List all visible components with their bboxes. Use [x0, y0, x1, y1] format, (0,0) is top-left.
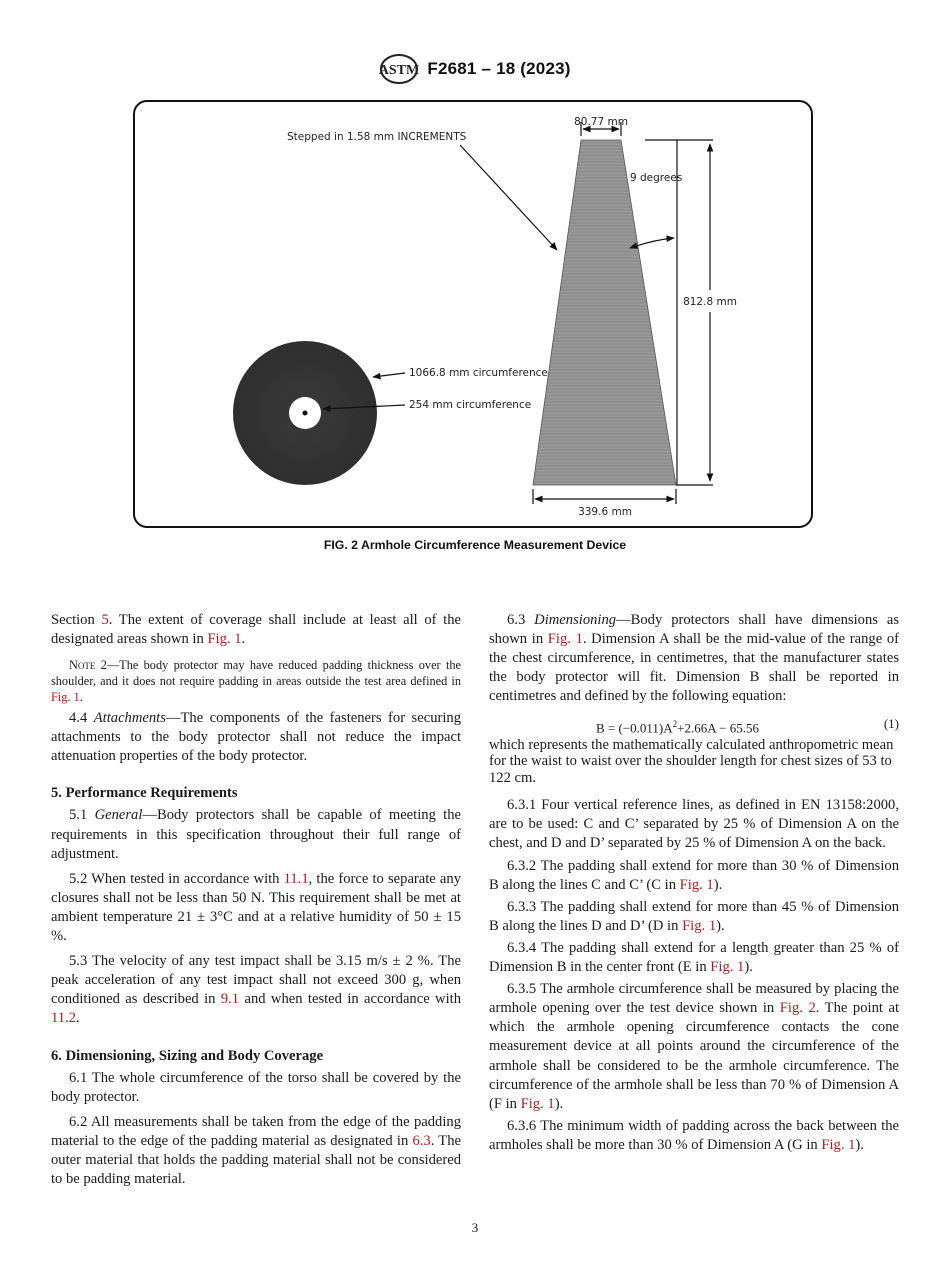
bottom-width-label: 339.6 mm	[578, 506, 632, 518]
fig-1-link[interactable]: Fig. 1	[821, 1136, 856, 1153]
paragraph-6-3-6: 6.3.6 The minimum width of padding across the back between the armholes shall be more than 30 % of Dimension A (G in Fig. 1).	[489, 1117, 899, 1153]
top-width-label: 80.77 mm	[574, 116, 628, 128]
paragraph-5-3: 5.3 The velocity of any test impact shall be 3.15 m/s ± 2 %. The peak acceleration of any test impact shall not exceed 300 g, when conditioned as described in 9.1 and when tested in accordance with 11.2.	[51, 953, 461, 1027]
section-11-2-link[interactable]: 11.2	[51, 1010, 76, 1027]
note-2: Note 2—The body protector may have reduced padding thickness over the shoulder, and it does not require padding in areas outside the test area defined in Fig. 1.	[51, 658, 461, 705]
equation-body: $B = (-0.011)A^2+2.66A - 65.56$	[596, 719, 759, 736]
fig-1-link[interactable]: Fig. 1	[682, 917, 717, 934]
svg-text:ASTM: ASTM	[379, 63, 420, 78]
increments-label: Stepped in 1.58 mm INCREMENTS	[287, 131, 467, 143]
paragraph-continued: Section 5. The extent of coverage shall include at least all of the designated areas shown in Fig. 1.	[51, 612, 461, 648]
paragraph-6-3-5: 6.3.5 The armhole circumference shall be measured by placing the armhole opening over the test device shown in Fig. 2. The point at which the armhole opening circumference contacts the cone measurement device at all points around the circumference of the armhole shall be considered to be the armhole circumference. The circumference of the armhole shall be less than 70 % of Dimension A (F in Fig. 1).	[489, 981, 899, 1112]
paragraph-6-1: 6.1 The whole circumference of the torso shall be covered by the body protector.	[51, 1069, 461, 1105]
section-6-3-link[interactable]: 6.3	[412, 1132, 431, 1149]
section-5-link[interactable]: 5	[101, 612, 109, 628]
fig-1-link[interactable]: Fig. 1	[51, 690, 80, 705]
paragraph-6-3-1: 6.3.1 Four vertical reference lines, as defined in EN 13158:2000, are to be used: C and C’ separated by 25 % of Dimension A on the chest, and D and D’ separated by 25 % of Dimension A on the back.	[489, 797, 899, 852]
figure-caption: FIG. 2 Armhole Circumference Measurement Device	[323, 538, 627, 552]
section-5-heading: 5. Performance Requirements	[51, 785, 238, 802]
right-column	[489, 611, 899, 1158]
armhole-device-figure	[133, 100, 813, 528]
paragraph-6-3-4: 6.3.4 The padding shall extend for a length greater than 25 % of Dimension B in the center front (E in Fig. 1).	[489, 939, 899, 976]
equation-number: (1)	[883, 716, 899, 732]
height-label: 812.8 mm	[683, 296, 737, 308]
equation-explanation: which represents the mathematically calculated anthropometric mean for the waist to waist over the shoulder length for chest sizes of 53 to 122 cm.	[489, 736, 894, 786]
paragraph-6-2: 6.2 All measurements shall be taken from the edge of the padding material to the edge of the padding material as designated in 6.3. The outer material that holds the padding material shall not be considered to be padding material.	[51, 1113, 461, 1187]
left-column	[51, 611, 461, 1192]
standard-designation: F2681 – 18 (2023)	[427, 59, 571, 78]
fig-1-link[interactable]: Fig. 1	[207, 631, 242, 648]
paragraph-6-3: 6.3 Dimensioning—Body protectors shall have dimensions as shown in Fig. 1. Dimension A shall be the mid-value of the range of the chest circumference, in centimetres, that the manufacturer states the body protector will fit. Dimension B shall be reported in centimetres and defined by the following equation:	[489, 612, 899, 705]
paragraph-6-3-3: 6.3.3 The padding shall extend for more than 45 % of Dimension B along the lines D and D’ (D in Fig. 1).	[489, 898, 899, 934]
paragraph-5-2: 5.2 When tested in accordance with 11.1, the force to separate any closures shall not be less than 50 N. This requirement shall be met at ambient temperature 21 ± 3°C and at a relative humidity of 50 ± 15 %.	[51, 870, 461, 945]
cone	[533, 140, 676, 485]
page-header	[0, 52, 950, 86]
paragraph-4-4: 4.4 Attachments—The components of the fasteners for securing attachments to the body protector shall not reduce the impact attenuation properties of the body protector.	[51, 710, 461, 765]
outer-circumference-label: 1066.8 mm circumference	[409, 367, 548, 379]
fig-1-link[interactable]: Fig. 1	[547, 631, 583, 648]
paragraph-5-1: 5.1 General—Body protectors shall be capable of meeting the requirements in this specification throughout their full range of adjustment.	[51, 807, 461, 862]
astm-logo-icon	[379, 53, 419, 85]
inner-circumference-label: 254 mm circumference	[409, 399, 532, 411]
fig-1-link[interactable]: Fig. 1	[710, 959, 745, 976]
page-number: 3	[471, 1220, 479, 1235]
section-9-1-link[interactable]: 9.1	[220, 991, 240, 1008]
equation-1	[489, 716, 899, 736]
fig-1-link[interactable]: Fig. 1	[520, 1095, 555, 1112]
fig-2-link[interactable]: Fig. 2	[779, 1000, 816, 1017]
fig-1-link[interactable]: Fig. 1	[679, 876, 714, 893]
section-6-heading: 6. Dimensioning, Sizing and Body Coverage	[51, 1047, 324, 1064]
section-11-1-link[interactable]: 11.1	[283, 870, 309, 887]
paragraph-6-3-2: 6.3.2 The padding shall extend for more than 30 % of Dimension B along the lines C and C’ (C in Fig. 1).	[489, 857, 899, 893]
angle-label: 9 degrees	[630, 172, 683, 184]
